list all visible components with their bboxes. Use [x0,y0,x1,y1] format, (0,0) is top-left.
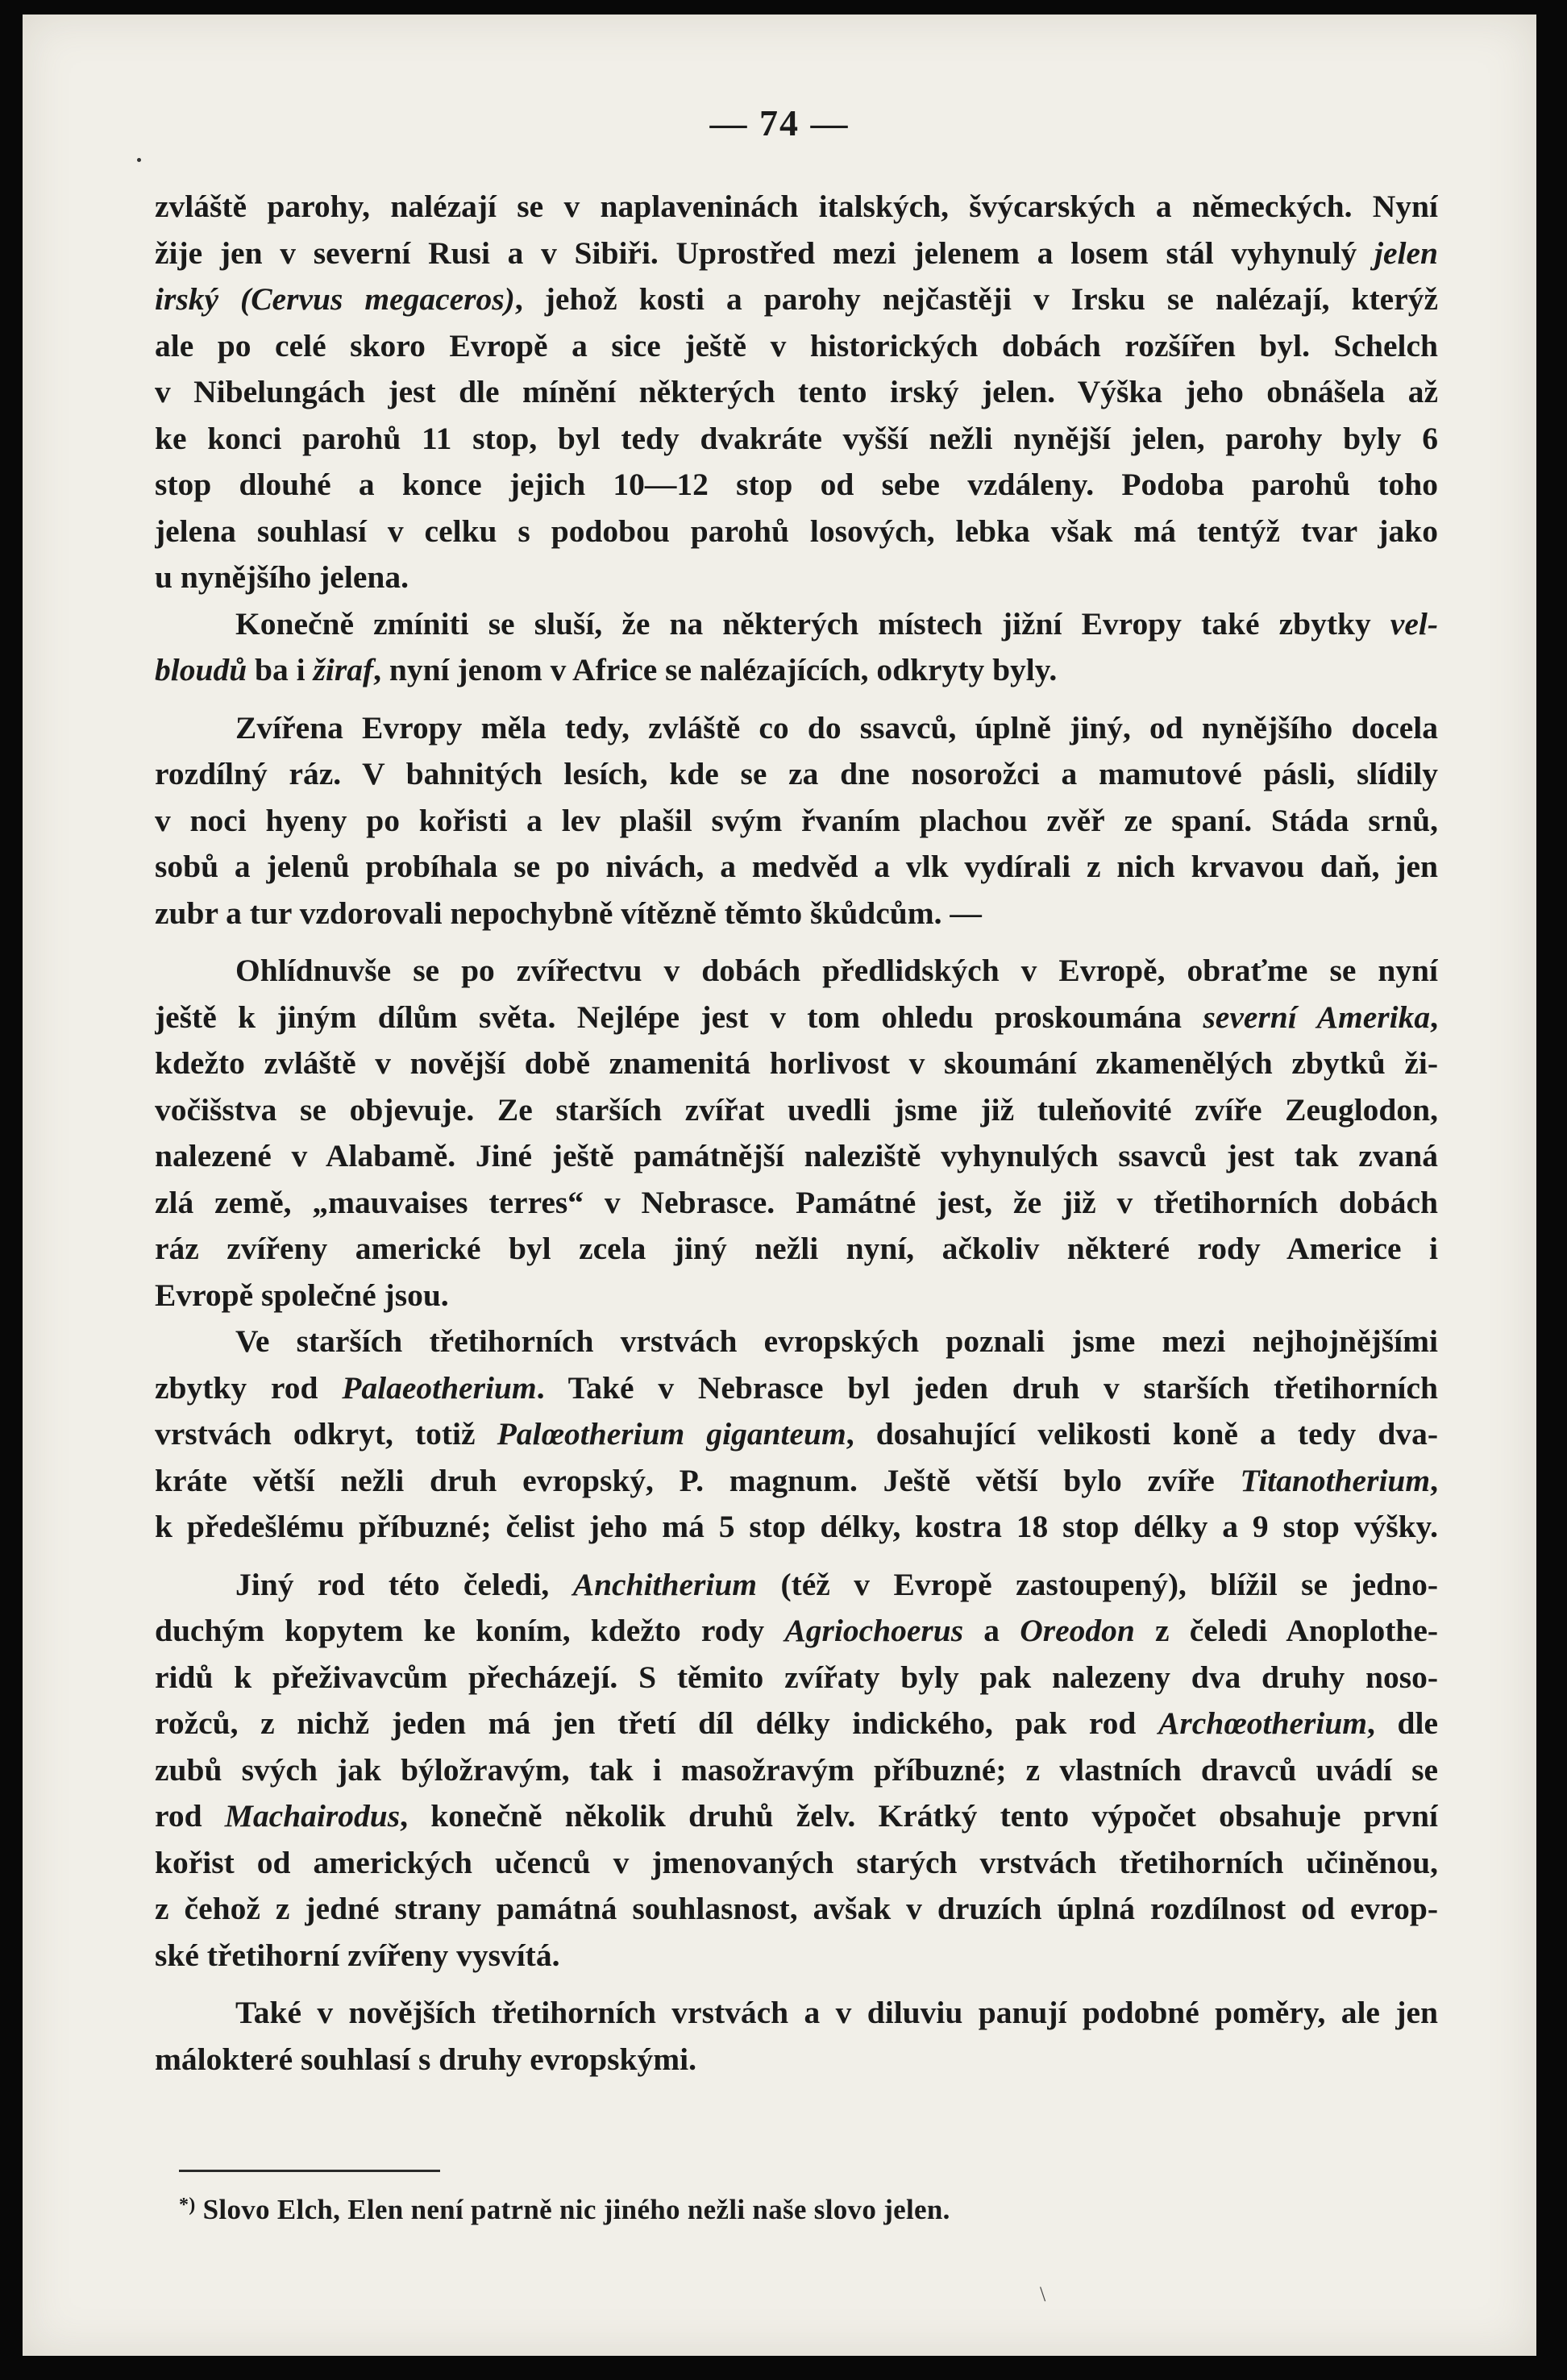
text-line: stop dlouhé a konce jejich 10—12 stop od sebe vzdáleny. Podoba parohů toho [155,467,1438,502]
text-line: ještě k jiným dílům světa. Nejlépe jest v tom ohledu proskoumána severní Amerika, [155,999,1438,1035]
text-line: Evropě společné jsou. [155,1277,449,1313]
paragraph-4 [155,948,1438,1319]
text-line: zubr a tur vzdorovali nepochybně vítězně těmto škůdcům. — [155,895,982,931]
text-line: rožců, z nichž jeden má jen třetí díl délky indického, pak rod Archœotherium, dle [155,1705,1438,1741]
text-line: rod Machairodus, konečně několik druhů želv. Krátký tento výpočet obsahuje první [155,1798,1438,1834]
footnote-text: Slovo Elch, Elen není patrně nic jiného nežli naše slovo jelen. [202,2194,950,2225]
page-number: — 74 — [709,102,850,143]
paragraph-1 [155,184,1438,601]
text-line: vrstvách odkryt, totiž Palœotherium giganteum, dosahující velikosti koně a tedy dva- [155,1416,1438,1452]
text-line: kráte větší nežli druh evropský, P. magnum. Ještě větší bylo zvíře Titanotherium, [155,1462,1438,1498]
ink-dot [137,158,141,162]
text-line: málokteré souhlasí s druhy evropskými. [155,2041,696,2077]
text-line: ské třetihorní zvířeny vysvítá. [155,1937,560,1973]
text-line: jelena souhlasí v celku s podobou parohů losových, lebka však má tentýž tvar jako [155,513,1438,549]
text-line [155,231,1438,277]
text-line: ridů k přeživavcům přecházejí. S těmito zvířaty byly pak nalezeny dva druhy noso- [155,1659,1438,1695]
text-line: kořist od amerických učenců v jmenovaných starých vrstvách třetihorních učiněnou, [155,1844,1438,1880]
paragraph-6 [155,1562,1438,1979]
text-line: duchým kopytem ke koním, kdežto rody Agriochoerus a Oreodon z čeledi Anoplothe- [155,1613,1438,1648]
body-text [155,184,1438,2083]
text-line: z čehož z jedné strany památná souhlasnost, avšak v druzích úplná rozdílnost od evrop- [155,1891,1438,1926]
text-line: v noci hyeny po kořisti a lev plašil svým řvaním plachou zvěř ze spaní. Stáda srnů, [155,802,1438,838]
text-line-content: žije jen v severní Rusi a v Sibiři. Uprostřed mezi jelenem a losem stál vyhynulý jelen [155,235,1438,271]
text-line: k předešlému příbuzné; čelist jeho má 5 stop délky, kostra 18 stop délky a 9 stop výšky. [155,1509,1438,1544]
text-line: kdežto zvláště v novější době znamenitá horlivost v skoumání zkamenělých zbytků ži- [155,1045,1438,1081]
text-line: zlá země, „mauvaises terres“ v Nebrasce. Památné jest, že již v třetihorních dobách [155,1184,1438,1220]
paragraph-3 [155,705,1438,937]
paragraph-7 [155,1990,1438,2083]
text-line: Zvířena Evropy měla tedy, zvláště co do ssavců, úplně jiný, od nynějšího docela [235,709,1438,746]
stray-ink-mark: \ [1040,2282,1046,2306]
text-line: Jiný rod této čeledi, Anchitherium (též v Evropě zastoupený), blížil se jedno- [235,1566,1438,1602]
text-line: irský (Cervus megaceros), jehož kosti a parohy nejčastěji v Irsku se nalézají, kterýž [155,281,1438,317]
paragraph-5 [155,1319,1438,1551]
text-line: ke konci parohů 11 stop, byl tedy dvakráte vyšší nežli nynější jelen, parohy byly 6 [155,420,1438,456]
text-line: ale po celé skoro Evropě a sice ještě v historických dobách rozšířen byl. Schelch [155,327,1438,363]
text-line: zvláště parohy, nalézají se v naplaveninách italských, švýcarských a německých. Nyní [155,189,1438,224]
text-line: Také v novějších třetihorních vrstvách a v diluviu panují podobné poměry, ale jen [235,1995,1438,2030]
text-line: nalezené v Alabamě. Jiné ještě památnější naleziště vyhynulých ssavců jest tak zvaná [155,1138,1438,1173]
text-line: sobů a jelenů probíhala se po nivách, a medvěd a vlk vydírali z nich krvavou daň, jen [155,849,1438,884]
footnote [179,2194,950,2226]
paragraph-2 [155,601,1438,694]
text-line: rozdílný ráz. V bahnitých lesích, kde se za dne nosorožci a mamutové pásli, slídily [155,756,1438,791]
footnote-divider [179,2170,440,2172]
text-line: vočišstva se objevuje. Ze starších zvířat uvedli jsme již tuleňovité zvíře Zeuglodon, [155,1091,1438,1128]
text-line: u nynějšího jelena. [155,559,409,595]
text-line: zbytky rod Palaeotherium. Také v Nebrasce byl jeden druh v starších třetihorních [155,1369,1438,1406]
text-line: Ve starších třetihorních vrstvách evropských poznali jsme mezi nejhojnějšími [235,1323,1438,1359]
text-line: Ohlídnuvše se po zvířectvu v dobách předlidských v Evropě, obraťme se nyní [235,953,1438,988]
text-line: zubů svých jak býložravým, tak i masožravým příbuzné; z vlastních dravců uvádí se [155,1751,1438,1788]
footnote-marker: *) [179,2195,196,2216]
text-line: Konečně zmíniti se sluší, že na některých místech jižní Evropy také zbytky vel- [235,605,1438,642]
text-line: bloudů ba i žiraf, nyní jenom v Africe se nalézajících, odkryty byly. [155,652,1058,687]
text-line: ráz zvířeny americké byl zcela jiný nežli nyní, ačkoliv některé rody Americe i [155,1231,1438,1266]
text-line: v Nibelungách jest dle mínění některých tento irský jelen. Výška jeho obnášela až [155,374,1438,409]
